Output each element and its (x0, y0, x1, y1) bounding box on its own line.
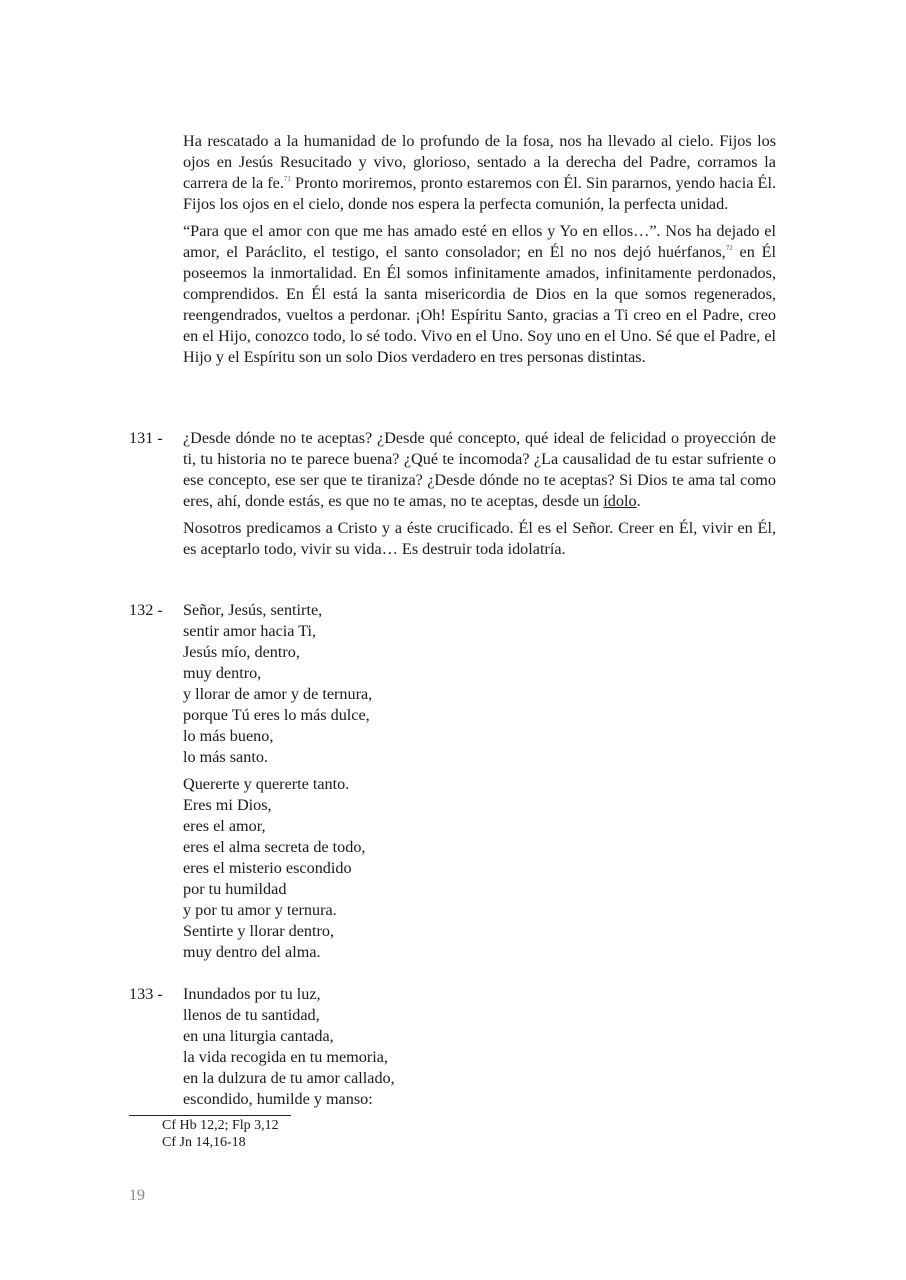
section-133-stanza-1 (183, 984, 776, 1110)
section-131-paragraph-2: Nosotros predicamos a Cristo y a éste crucificado. Él es el Señor. Creer en Él, vivir en Él, es aceptarlo todo, vivir su vida… Es destruir toda idolatría. (183, 519, 776, 558)
verse-line: eres el alma secreta de todo, (183, 838, 366, 856)
verse-line: eres el amor, (183, 817, 266, 835)
underlined-word: ídolo (603, 492, 637, 510)
section-132-stanza-2 (183, 774, 776, 963)
verse-line: en una liturgia cantada, (183, 1027, 334, 1045)
verse-line: y llorar de amor y de ternura, (183, 685, 373, 703)
footnote-separator (129, 1115, 291, 1116)
footnotes (162, 1117, 279, 1151)
intro-p1-text-a: Ha rescatado a la humanidad de lo profundo de la fosa, nos ha llevado al cielo. Fijos los ojos en Jesús Resucitado y vivo, glorioso, sentado a la derecha del Padre, corramos la carrera de la fe. (183, 132, 776, 192)
section-131-paragraph-1 (183, 428, 776, 512)
intro-p2-text-b: en Él poseemos la inmortalidad. En Él somos infinitamente amados, infinitamente perdonados, comprendidos. En Él está la santa misericordia de Dios en la que somos regenerados, reengendrados, vueltos a perdonar. ¡Oh! Espíritu Santo, gracias a Ti creo en el Padre, creo en el Hijo, conozco todo, lo sé todo. Vivo en el Uno. Soy uno en el Uno. Sé que el Padre, el Hijo y el Espíritu son un solo Dios verdadero en tres personas distintas. (183, 243, 776, 366)
section-131 (183, 428, 776, 560)
s131-p1-text: ¿Desde dónde no te aceptas? ¿Desde qué concepto, qué ideal de felicidad o proyección de ti, tu historia no te parece buena? ¿Qué te incomoda? ¿La causalidad de tu estar sufriente o ese concepto, ese ser que te tiraniza? ¿Desde dónde no te aceptas? Si Dios te ama tal como eres, ahí, donde estás, es que no te amas, no te aceptas, desde un (183, 429, 776, 510)
verse-line: por tu humildad (183, 880, 287, 898)
verse-line: escondido, humilde y manso: (183, 1090, 373, 1108)
section-number-133: 133 - (129, 985, 163, 1003)
verse-line: eres el misterio escondido (183, 859, 352, 877)
footnote-ref-72[interactable]: 72 (725, 244, 733, 252)
footnote-72: Cf Jn 14,16-18 (162, 1135, 246, 1150)
intro-p2-text-a: “Para que el amor con que me has amado esté en ellos y Yo en ellos…”. Nos ha dejado el amor, el Paráclito, el testigo, el santo consolador; en Él no nos dejó huérfanos, (183, 222, 776, 261)
intro-section (183, 131, 776, 368)
verse-line: porque Tú eres lo más dulce, (183, 706, 370, 724)
s131-p1-end: . (636, 492, 641, 510)
verse-line: Sentirte y llorar dentro, (183, 922, 335, 940)
verse-line: Quererte y quererte tanto. (183, 775, 350, 793)
section-133 (183, 984, 776, 1110)
section-number-132: 132 - (129, 601, 163, 619)
verse-line: muy dentro del alma. (183, 943, 321, 961)
section-132 (183, 600, 776, 963)
verse-line: Inundados por tu luz, (183, 985, 321, 1003)
verse-line: muy dentro, (183, 664, 262, 682)
verse-line: lo más bueno, (183, 727, 274, 745)
verse-line: Jesús mío, dentro, (183, 643, 300, 661)
verse-line: llenos de tu santidad, (183, 1006, 320, 1024)
section-number-131: 131 - (129, 429, 163, 447)
intro-paragraph-2 (183, 221, 776, 368)
verse-line: Señor, Jesús, sentirte, (183, 601, 323, 619)
footnote-71: Cf Hb 12,2; Flp 3,12 (162, 1118, 279, 1133)
verse-line: en la dulzura de tu amor callado, (183, 1069, 395, 1087)
verse-line: y por tu amor y ternura. (183, 901, 337, 919)
verse-line: sentir amor hacia Ti, (183, 622, 317, 640)
page-number: 19 (129, 1187, 145, 1204)
section-132-stanza-1 (183, 600, 776, 768)
verse-line: la vida recogida en tu memoria, (183, 1048, 388, 1066)
intro-p1-text-b: Pronto moriremos, pronto estaremos con Él. Sin pararnos, yendo hacia Él. Fijos los ojos en el cielo, donde nos espera la perfecta comunión, la perfecta unidad. (183, 174, 776, 213)
intro-paragraph-1 (183, 131, 776, 215)
verse-line: lo más santo. (183, 748, 268, 766)
verse-line: Eres mi Dios, (183, 796, 272, 814)
footnote-ref-71[interactable]: 71 (283, 175, 291, 183)
